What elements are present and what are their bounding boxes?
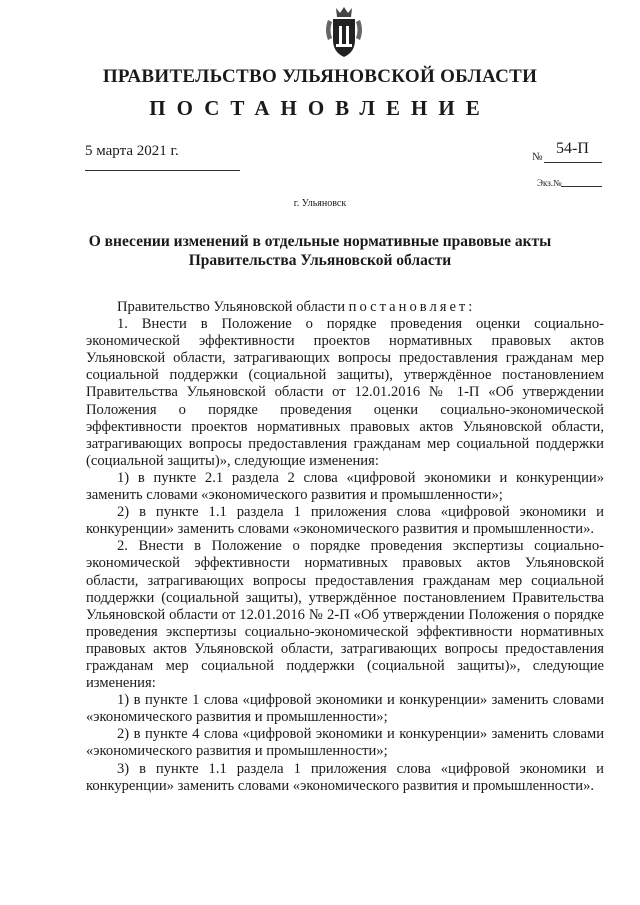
document-number: 54-П xyxy=(556,140,589,157)
subparagraph-1-2: 2) в пункте 1.1 раздела 1 приложения слова «цифровой экономики и конкуренции» заменить словами «экономического развития и промышленности». xyxy=(86,504,604,538)
subparagraph-1-1: 1) в пункте 2.1 раздела 2 слова «цифровой экономики и конкуренции» заменить словами «экономического развития и промышленности»; xyxy=(86,469,604,504)
document-body xyxy=(86,299,604,795)
ulyanovsk-coat-of-arms-icon xyxy=(322,4,366,60)
document-type: ПОСТАНОВЛЕНИЕ xyxy=(149,96,491,120)
copy-number-label: Экз.№ xyxy=(537,178,562,188)
paragraph-1: 1. Внести в Положение о порядке проведения оценки социально-экономической эффективности проектов нормативных правовых актов Ульяновской области, затрагивающих вопросы предоставления гражданам мер социальной поддержки (социальной защиты), утверждённое постановлением Правительства Ульяновской области от 12.01.2016 № 1-П «Об утверждении Положения о порядке проведения оценки социально-экономической эффективности проектов нормативных правовых актов Ульяновской области, затрагивающих вопросы предоставления гражданам мер социальной поддержки (социальной защиты)», следующие изменения: xyxy=(86,316,604,469)
number-sign: № xyxy=(532,151,543,163)
paragraph-2: 2. Внести в Положение о порядке проведения экспертизы социально-экономической эффективности нормативных правовых актов Ульяновской области, затрагивающих вопросы предоставления гражданам мер социальной поддержки (социальной защиты), утверждённое постановлением Правительства Ульяновской области от 12.01.2016 № 2-П «Об утверждении Положения о порядке проведения экспертизы социально-экономической эффективности нормативных правовых актов Ульяновской области, затрагивающих вопросы предоставления гражданам мер социальной поддержки (социальной защиты)», следующие изменения: xyxy=(86,538,604,692)
city: г. Ульяновск xyxy=(293,198,347,209)
organization-name: ПРАВИТЕЛЬСТВО УЛЬЯНОВСКОЙ ОБЛАСТИ xyxy=(102,66,538,87)
document-date: 5 марта 2021 г. xyxy=(85,143,179,159)
intro-paragraph xyxy=(86,299,604,316)
intro-text: Правительство Ульяновской области xyxy=(117,299,349,315)
copy-number-underline xyxy=(561,186,602,187)
date-underline xyxy=(85,170,240,171)
subparagraph-2-1: 1) в пункте 1 слова «цифровой экономики и конкуренции» заменить словами «экономического развития и промышленности»; xyxy=(86,692,604,726)
number-underline xyxy=(544,162,602,163)
intro-verb: постановляет: xyxy=(348,299,476,315)
subparagraph-2-3: 3) в пункте 1.1 раздела 1 приложения слова «цифровой экономики и конкуренции» заменить словами «экономического развития и промышленности». xyxy=(86,760,604,794)
title-line: О внесении изменений в отдельные нормативные правовые акты xyxy=(88,233,552,250)
title-line: Правительства Ульяновской области xyxy=(188,252,452,269)
subparagraph-2-2: 2) в пункте 4 слова «цифровой экономики и конкуренции» заменить словами «экономического развития и промышленности»; xyxy=(86,726,604,760)
document-title xyxy=(40,232,600,270)
